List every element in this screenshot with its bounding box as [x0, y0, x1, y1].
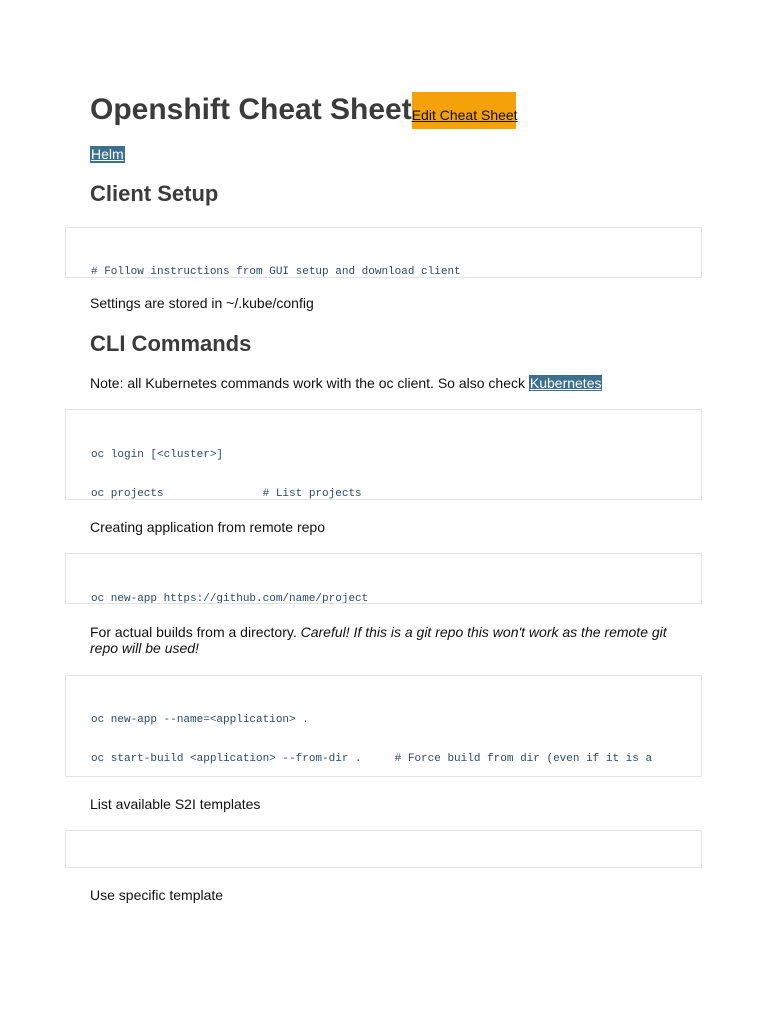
code-line: # Follow instructions from GUI setup and download client	[91, 265, 461, 278]
page-title: Openshift Cheat Sheet	[90, 93, 412, 126]
client-setup-code-block	[65, 227, 702, 278]
code-line: oc start-build <application> --from-dir . # Force build from dir (even if it is a	[91, 753, 653, 766]
cli-commands-code-block	[65, 409, 702, 500]
specific-template-text: Use specific template	[90, 887, 224, 903]
templates-code-block	[65, 830, 702, 868]
client-setup-heading: Client Setup	[90, 181, 219, 206]
local-build-text-normal: For actual builds from a directory.	[90, 624, 301, 640]
code-line: oc projects # List projects	[91, 488, 362, 500]
remote-repo-text: Creating application from remote repo	[90, 519, 326, 535]
code-line: oc new-app https://github.com/name/project	[91, 592, 369, 604]
kubernetes-note	[90, 375, 602, 391]
cli-commands-heading: CLI Commands	[90, 331, 252, 356]
code-line: oc login [<cluster>]	[91, 448, 224, 461]
helm-link[interactable]: Helm	[91, 146, 124, 162]
local-build-text	[90, 624, 680, 656]
kubernetes-note-text: Note: all Kubernetes commands work with the oc client. So also check	[90, 375, 529, 391]
local-build-code-block	[65, 675, 702, 777]
settings-note: Settings are stored in ~/.kube/config	[90, 295, 314, 311]
templates-text: List available S2I templates	[90, 796, 261, 812]
code-line: oc new-app --name=<application> .	[91, 713, 309, 726]
remote-repo-code-block	[65, 553, 702, 604]
local-build-warning: Careful! If this is a git repo this won't work as the remote git repo will be used!	[90, 624, 667, 656]
edit-cheat-sheet-link[interactable]: Edit Cheat Sheet	[412, 92, 516, 129]
kubernetes-link[interactable]: Kubernetes	[529, 375, 602, 391]
title-row	[90, 92, 516, 130]
